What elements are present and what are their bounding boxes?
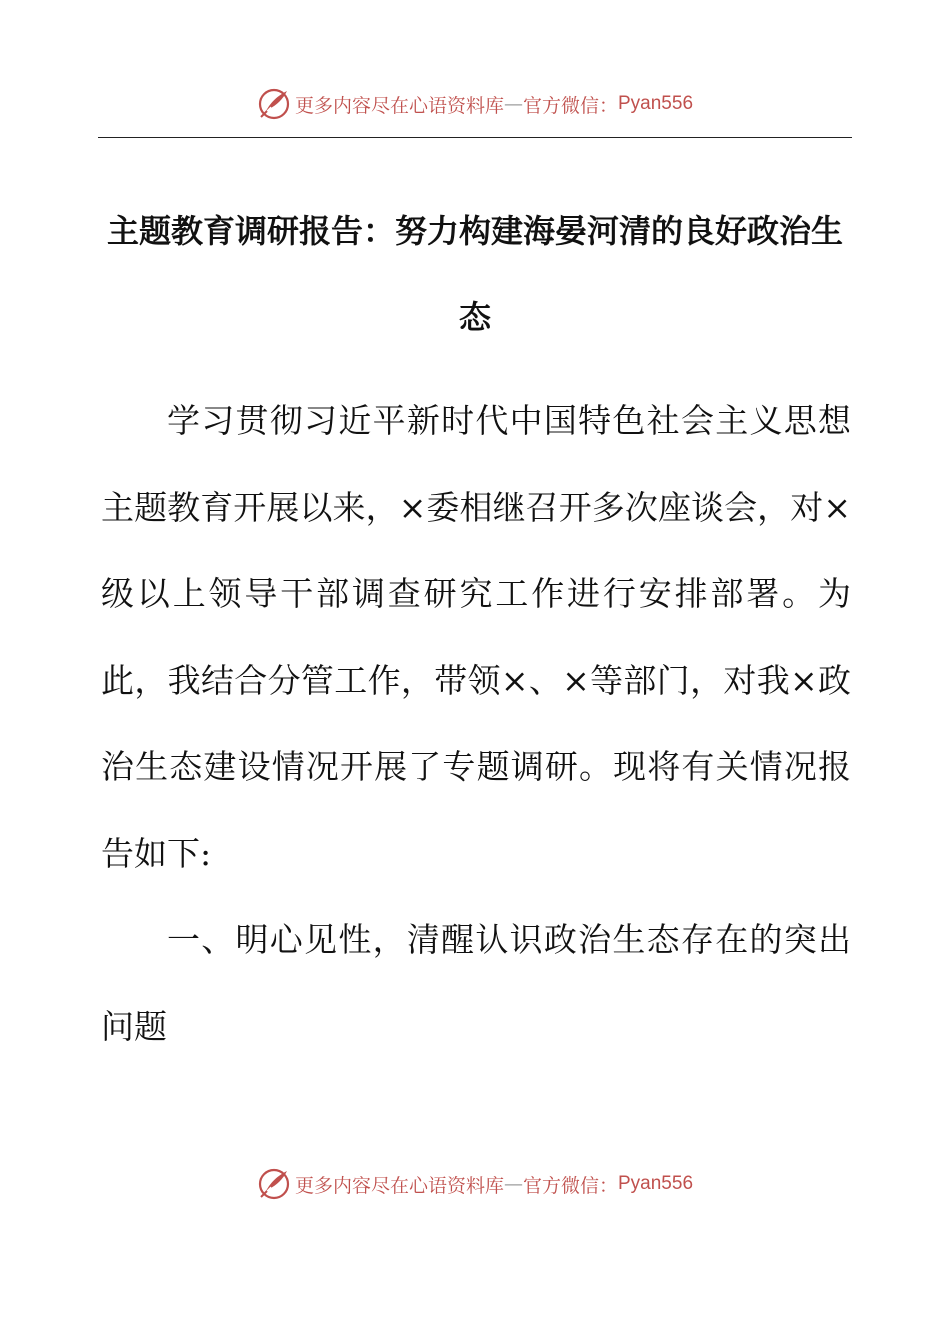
intro-paragraph: 学习贯彻习近平新时代中国特色社会主义思想主题教育开展以来，×委相继召开多次座谈会，对×级以上领导干部调查研究工作进行安排部署。为此，我结合分管工作，带领×、×等部门，对我×政治生态建设情况开展了专题调研。现将有关情况报告如下: [101, 401, 851, 873]
watermark-separator: — [503, 1173, 523, 1195]
document-body [101, 378, 851, 1070]
watermark-wechat-label: 官方微信： [522, 94, 618, 117]
watermark-separator: — [503, 93, 523, 115]
header-watermark [0, 84, 950, 124]
watermark-brand-text: 更多内容尽在心语资料库 [294, 94, 504, 117]
footer-watermark [0, 1164, 950, 1204]
section-heading: 一、明心见性，清醒认识政治生态存在的突出问题 [101, 920, 851, 1046]
watermark-wechat-id: Pyan556 [618, 1173, 694, 1194]
header-divider [98, 137, 852, 138]
watermark-wechat-label: 官方微信： [522, 1174, 618, 1197]
watermark-brand-text: 更多内容尽在心语资料库 [294, 1174, 504, 1197]
document-title: 主题教育调研报告：努力构建海晏河清的良好政治生态 [106, 212, 843, 336]
quill-pen-logo-icon [257, 87, 291, 121]
quill-pen-logo-icon [257, 1167, 291, 1201]
watermark-wechat-id: Pyan556 [618, 93, 694, 114]
